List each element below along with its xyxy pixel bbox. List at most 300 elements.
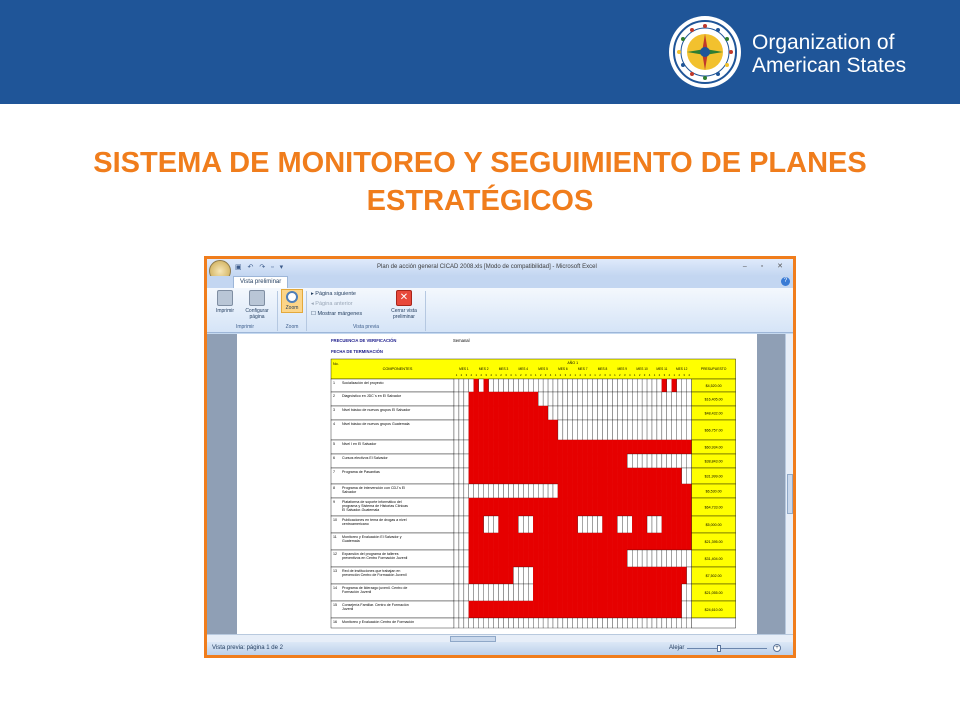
gantt-cell-empty xyxy=(657,550,662,567)
gantt-cell-empty xyxy=(657,516,662,533)
gantt-cell-empty xyxy=(454,601,459,618)
gantt-cell-empty xyxy=(687,468,692,484)
gantt-cell-filled xyxy=(548,468,553,484)
gantt-cell-filled xyxy=(479,550,484,567)
gantt-cell-empty xyxy=(642,406,647,420)
gantt-cell-filled xyxy=(494,406,499,420)
gantt-cell-filled xyxy=(632,468,637,484)
gantt-cell-filled xyxy=(647,584,652,601)
gantt-cell-empty xyxy=(479,584,484,601)
gantt-cell-empty xyxy=(464,516,469,533)
gantt-cell-empty xyxy=(568,420,573,440)
gantt-cell-empty xyxy=(513,618,518,628)
gantt-cell-filled xyxy=(573,584,578,601)
gantt-cell-empty xyxy=(454,484,459,498)
gantt-cell-filled xyxy=(533,601,538,618)
gantt-cell-empty xyxy=(687,618,692,628)
gantt-cell-empty xyxy=(523,584,528,601)
gantt-cell-filled xyxy=(672,498,677,516)
gantt-cell-filled xyxy=(538,567,543,584)
print-button[interactable] xyxy=(212,290,238,314)
gantt-cell-empty xyxy=(667,392,672,406)
gantt-cell-empty xyxy=(464,420,469,440)
gantt-cell-filled xyxy=(622,454,627,468)
gantt-cell-empty xyxy=(593,420,598,440)
header-week: 1 xyxy=(653,373,656,377)
zoom-out-label[interactable]: Alejar xyxy=(669,645,685,651)
gantt-cell-filled xyxy=(642,440,647,454)
prev-page-button[interactable]: ◂ Página anterior xyxy=(311,301,353,307)
gantt-cell-filled xyxy=(622,601,627,618)
budget-value: $38,843.00 xyxy=(704,459,723,464)
gantt-cell-filled xyxy=(617,440,622,454)
gantt-cell-filled xyxy=(637,533,642,550)
gantt-cell-empty xyxy=(677,392,682,406)
gantt-cell-filled xyxy=(672,584,677,601)
component-name: Monitoreo y Evaluación Centro de Formación xyxy=(342,620,415,624)
gantt-cell-filled xyxy=(538,550,543,567)
gantt-cell-filled xyxy=(543,498,548,516)
gantt-cell-filled xyxy=(672,484,677,498)
gantt-cell-filled xyxy=(528,468,533,484)
zoom-button[interactable] xyxy=(281,289,303,313)
gantt-cell-empty xyxy=(568,406,573,420)
header-week: 2 xyxy=(559,373,562,377)
gantt-cell-filled xyxy=(499,533,504,550)
budget-value: $48,432.00 xyxy=(704,411,723,416)
gantt-cell-empty xyxy=(553,484,558,498)
status-bar xyxy=(207,642,793,655)
gantt-cell-filled xyxy=(627,440,632,454)
gantt-cell-filled xyxy=(543,468,548,484)
gantt-cell-filled xyxy=(538,420,543,440)
gantt-cell-empty xyxy=(583,406,588,420)
freq-value: Semanal xyxy=(453,338,470,343)
seal-icon xyxy=(672,19,738,85)
gantt-cell-filled xyxy=(647,468,652,484)
zoom-slider-knob[interactable] xyxy=(717,645,721,652)
header-week: 3 xyxy=(604,373,606,377)
gantt-cell-empty xyxy=(464,454,469,468)
gantt-cell-filled xyxy=(474,379,479,392)
gantt-cell-filled xyxy=(607,601,612,618)
gantt-cell-filled xyxy=(548,454,553,468)
gantt-cell-filled xyxy=(484,454,489,468)
header-week: 3 xyxy=(485,373,487,377)
gantt-cell-empty xyxy=(464,567,469,584)
gantt-cell-filled xyxy=(518,533,523,550)
gantt-cell-empty xyxy=(459,618,464,628)
component-name: Juvenil xyxy=(342,607,354,611)
gantt-cell-filled xyxy=(508,550,513,567)
gantt-cell-empty xyxy=(647,379,652,392)
gantt-cell-empty xyxy=(603,379,608,392)
gantt-cell-filled xyxy=(603,533,608,550)
gantt-cell-filled xyxy=(494,601,499,618)
vertical-scroll-thumb[interactable] xyxy=(787,474,793,514)
gantt-cell-empty xyxy=(454,567,459,584)
gantt-cell-filled xyxy=(687,440,692,454)
gantt-cell-filled xyxy=(657,533,662,550)
gantt-cell-empty xyxy=(558,392,563,406)
gantt-cell-filled xyxy=(533,420,538,440)
gantt-cell-filled xyxy=(598,498,603,516)
gantt-cell-filled xyxy=(622,468,627,484)
gantt-cell-empty xyxy=(469,379,474,392)
gantt-cell-filled xyxy=(563,498,568,516)
gantt-cell-filled xyxy=(508,440,513,454)
gantt-cell-filled xyxy=(548,420,553,440)
gantt-cell-filled xyxy=(533,533,538,550)
gantt-cell-filled xyxy=(607,440,612,454)
gantt-cell-filled xyxy=(583,440,588,454)
gantt-cell-filled xyxy=(553,468,558,484)
header-week: 4 xyxy=(470,373,473,377)
gantt-cell-filled xyxy=(662,533,667,550)
header-week: 3 xyxy=(524,373,527,377)
horizontal-scrollbar[interactable] xyxy=(207,634,793,642)
gantt-cell-empty xyxy=(647,454,652,468)
help-icon[interactable]: ? xyxy=(781,277,790,286)
gantt-cell-filled xyxy=(533,498,538,516)
gantt-cell-empty xyxy=(662,406,667,420)
gantt-cell-empty xyxy=(603,420,608,440)
gantt-cell-empty xyxy=(637,379,642,392)
gantt-cell-filled xyxy=(642,484,647,498)
gantt-cell-filled xyxy=(499,468,504,484)
gantt-cell-filled xyxy=(484,550,489,567)
group-zoom-label: Zoom xyxy=(285,324,299,330)
gantt-cell-filled xyxy=(479,567,484,584)
component-name: Expansión del programa de talleres xyxy=(342,552,399,556)
gantt-cell-filled xyxy=(632,567,637,584)
gantt-cell-empty xyxy=(479,379,484,392)
header-week: 2 xyxy=(579,373,582,377)
gantt-cell-empty xyxy=(588,618,593,628)
gantt-cell-empty xyxy=(484,516,489,533)
gantt-cell-empty xyxy=(578,516,583,533)
gantt-cell-empty xyxy=(657,420,662,440)
zoom-in-button[interactable]: + xyxy=(773,644,781,652)
gantt-cell-filled xyxy=(593,533,598,550)
gantt-cell-filled xyxy=(499,406,504,420)
gantt-cell-empty xyxy=(494,584,499,601)
gantt-cell-empty xyxy=(548,484,553,498)
gantt-cell-empty xyxy=(454,420,459,440)
gantt-cell-filled xyxy=(568,454,573,468)
gantt-cell-empty xyxy=(494,379,499,392)
zoom-label: Zoom xyxy=(285,305,299,311)
header-banner xyxy=(0,0,960,104)
gantt-cell-empty xyxy=(682,618,687,628)
gantt-cell-filled xyxy=(672,468,677,484)
gantt-cell-filled xyxy=(533,392,538,406)
gantt-cell-filled xyxy=(528,498,533,516)
header-week: 1 xyxy=(673,373,676,377)
gantt-cell-empty xyxy=(469,618,474,628)
gantt-cell-empty xyxy=(553,406,558,420)
gantt-cell-filled xyxy=(612,468,617,484)
gantt-cell-filled xyxy=(672,440,677,454)
gantt-cell-empty xyxy=(494,618,499,628)
header-week: 1 xyxy=(614,373,616,377)
gantt-cell-empty xyxy=(637,420,642,440)
gantt-cell-empty xyxy=(598,392,603,406)
gantt-cell-filled xyxy=(642,584,647,601)
gantt-cell-filled xyxy=(513,406,518,420)
gantt-cell-filled xyxy=(662,601,667,618)
gantt-cell-empty xyxy=(637,392,642,406)
gantt-cell-empty xyxy=(518,484,523,498)
gantt-cell-filled xyxy=(588,584,593,601)
gantt-cell-filled xyxy=(548,550,553,567)
gantt-cell-empty xyxy=(459,454,464,468)
gantt-cell-empty xyxy=(558,379,563,392)
gantt-cell-empty xyxy=(454,516,459,533)
page-setup-icon xyxy=(249,290,265,306)
zoom-slider[interactable] xyxy=(687,648,767,649)
header-week: 4 xyxy=(529,373,532,377)
header-month: MES 11 xyxy=(656,367,668,371)
gantt-cell-empty xyxy=(622,379,627,392)
gantt-cell-filled xyxy=(598,567,603,584)
header-week: 3 xyxy=(564,373,567,377)
gantt-cell-filled xyxy=(543,601,548,618)
gantt-cell-empty xyxy=(454,498,459,516)
gantt-cell-filled xyxy=(622,584,627,601)
gantt-cell-filled xyxy=(513,440,518,454)
gantt-cell-filled xyxy=(558,601,563,618)
gantt-cell-filled xyxy=(494,454,499,468)
header-week: 4 xyxy=(490,373,492,377)
gantt-cell-empty xyxy=(558,420,563,440)
gantt-cell-filled xyxy=(528,550,533,567)
header-week: 3 xyxy=(584,373,586,377)
header-week: 4 xyxy=(609,373,611,377)
close-preview-icon: ✕ xyxy=(396,290,412,306)
close-label-1: Cerrar vista xyxy=(391,308,417,314)
gantt-cell-empty xyxy=(464,550,469,567)
component-name: Nivel básico de nuevos grupos El Salvador xyxy=(342,408,411,412)
header-month: MES 4 xyxy=(518,367,529,371)
budget-value: $7,502.00 xyxy=(705,574,722,578)
header-week: 4 xyxy=(569,373,572,377)
gantt-cell-filled xyxy=(607,468,612,484)
gantt-cell-filled xyxy=(682,516,687,533)
row-number: 6 xyxy=(333,456,335,460)
gantt-cell-empty xyxy=(494,484,499,498)
gantt-cell-filled xyxy=(682,533,687,550)
gantt-cell-filled xyxy=(598,601,603,618)
ribbon-tab-row xyxy=(207,276,793,288)
gantt-cell-filled xyxy=(617,601,622,618)
gantt-cell-empty xyxy=(677,420,682,440)
gantt-cell-filled xyxy=(573,516,578,533)
gantt-cell-filled xyxy=(603,484,608,498)
gantt-cell-filled xyxy=(647,567,652,584)
gantt-cell-empty xyxy=(652,420,657,440)
gantt-cell-filled xyxy=(504,516,509,533)
gantt-cell-filled xyxy=(657,584,662,601)
gantt-cell-filled xyxy=(568,550,573,567)
gantt-cell-filled xyxy=(479,533,484,550)
gantt-cell-filled xyxy=(513,392,518,406)
gantt-cell-filled xyxy=(489,550,494,567)
gantt-cell-empty xyxy=(598,516,603,533)
gantt-cell-filled xyxy=(538,601,543,618)
gantt-cell-filled xyxy=(578,601,583,618)
window-title: Plan de acción general CICAD 2008.xls [Modo de compatibilidad] - Microsoft Excel xyxy=(377,264,597,270)
gantt-cell-empty xyxy=(598,618,603,628)
gantt-cell-empty xyxy=(518,516,523,533)
gantt-cell-filled xyxy=(489,498,494,516)
gantt-cell-filled xyxy=(607,484,612,498)
gantt-cell-filled xyxy=(553,440,558,454)
gantt-cell-empty xyxy=(622,516,627,533)
gantt-cell-filled xyxy=(677,533,682,550)
gantt-cell-empty xyxy=(617,406,622,420)
gantt-cell-empty xyxy=(657,379,662,392)
ribbon-separator xyxy=(277,291,278,331)
gantt-cell-empty xyxy=(607,392,612,406)
gantt-cell-filled xyxy=(578,440,583,454)
gantt-cell-filled xyxy=(662,516,667,533)
gantt-cell-empty xyxy=(667,420,672,440)
gantt-cell-empty xyxy=(667,550,672,567)
row-number: 8 xyxy=(333,486,335,490)
window-controls[interactable]: – ▫ ✕ xyxy=(742,263,789,270)
gantt-cell-empty xyxy=(627,420,632,440)
gantt-cell-filled xyxy=(607,498,612,516)
gantt-cell-filled xyxy=(543,567,548,584)
gantt-cell-filled xyxy=(603,550,608,567)
gantt-cell-empty xyxy=(617,392,622,406)
gantt-cell-filled xyxy=(543,584,548,601)
gantt-cell-filled xyxy=(687,484,692,498)
gantt-cell-filled xyxy=(528,533,533,550)
gantt-cell-filled xyxy=(612,498,617,516)
component-name: preventivos en Centro Formación Juvenil xyxy=(342,556,408,560)
slide-title-line1: SISTEMA DE MONITOREO Y SEGUIMIENTO DE PLANES xyxy=(93,147,867,179)
gantt-cell-filled xyxy=(612,567,617,584)
gantt-cell-filled xyxy=(657,567,662,584)
gantt-cell-filled xyxy=(632,516,637,533)
header-week: 2 xyxy=(619,373,621,377)
quick-access-toolbar[interactable]: ▣ ↶ ↷ ▫ ▾ xyxy=(235,264,286,271)
vertical-scrollbar[interactable] xyxy=(785,334,793,634)
gantt-cell-empty xyxy=(657,618,662,628)
header-week: 3 xyxy=(683,373,685,377)
gantt-cell-empty xyxy=(672,454,677,468)
gantt-cell-filled xyxy=(538,498,543,516)
gantt-cell-filled xyxy=(504,498,509,516)
gantt-cell-empty xyxy=(593,406,598,420)
gantt-cell-empty xyxy=(474,484,479,498)
gantt-cell-empty xyxy=(588,392,593,406)
gantt-cell-filled xyxy=(598,468,603,484)
gantt-cell-filled xyxy=(479,498,484,516)
header-week: 4 xyxy=(589,373,591,377)
gantt-cell-filled xyxy=(563,516,568,533)
gantt-cell-filled xyxy=(568,484,573,498)
header-week: 2 xyxy=(539,373,542,377)
row-number: 3 xyxy=(333,408,335,412)
next-page-button[interactable]: ▸ Página siguiente xyxy=(311,291,356,297)
header-month: MES 1 xyxy=(459,367,469,371)
budget-value: $24,610.00 xyxy=(704,608,723,612)
gantt-cell-empty xyxy=(568,392,573,406)
gantt-cell-empty xyxy=(464,618,469,628)
gantt-cell-empty xyxy=(672,618,677,628)
gantt-cell-empty xyxy=(593,392,598,406)
gantt-cell-empty xyxy=(652,406,657,420)
end-date-label: FECHA DE TERMINACIÓN xyxy=(331,349,383,354)
show-margins-checkbox[interactable]: ☐ Mostrar márgenes xyxy=(311,311,363,317)
gantt-cell-filled xyxy=(474,516,479,533)
gantt-cell-empty xyxy=(484,484,489,498)
gantt-cell-filled xyxy=(593,550,598,567)
gantt-cell-filled xyxy=(479,392,484,406)
gantt-cell-empty xyxy=(677,379,682,392)
gantt-cell-empty xyxy=(459,468,464,484)
gantt-cell-filled xyxy=(687,516,692,533)
gantt-cell-filled xyxy=(489,440,494,454)
gantt-cell-empty xyxy=(583,420,588,440)
gantt-cell-filled xyxy=(578,454,583,468)
gantt-cell-empty xyxy=(647,618,652,628)
slide-title-line2: ESTRATÉGICOS xyxy=(366,185,594,217)
gantt-cell-filled xyxy=(578,550,583,567)
gantt-cell-filled xyxy=(603,584,608,601)
gantt-cell-filled xyxy=(469,550,474,567)
gantt-cell-filled xyxy=(504,406,509,420)
gantt-cell-empty xyxy=(489,484,494,498)
gantt-cell-empty xyxy=(657,454,662,468)
page-setup-button[interactable] xyxy=(239,290,275,320)
gantt-cell-filled xyxy=(647,484,652,498)
gantt-cell-filled xyxy=(627,584,632,601)
gantt-cell-filled xyxy=(548,516,553,533)
gantt-cell-filled xyxy=(642,468,647,484)
gantt-cell-filled xyxy=(518,498,523,516)
gantt-cell-filled xyxy=(573,454,578,468)
close-preview-button[interactable] xyxy=(385,290,423,320)
gantt-cell-empty xyxy=(622,420,627,440)
gantt-cell-filled xyxy=(533,516,538,533)
gantt-cell-filled xyxy=(662,440,667,454)
gantt-cell-empty xyxy=(637,454,642,468)
gantt-cell-empty xyxy=(548,618,553,628)
gantt-cell-filled xyxy=(617,584,622,601)
gantt-cell-empty xyxy=(642,550,647,567)
gantt-cell-empty xyxy=(528,516,533,533)
gantt-cell-filled xyxy=(637,584,642,601)
gantt-cell-empty xyxy=(588,379,593,392)
gantt-cell-filled xyxy=(593,601,598,618)
gantt-cell-filled xyxy=(598,550,603,567)
tab-print-preview[interactable]: Vista preliminar xyxy=(233,276,288,288)
gantt-cell-filled xyxy=(533,454,538,468)
gantt-cell-filled xyxy=(489,454,494,468)
gantt-cell-filled xyxy=(612,601,617,618)
budget-value: $6,530.00 xyxy=(705,489,722,494)
gantt-cell-filled xyxy=(667,601,672,618)
header-month: MES 7 xyxy=(577,367,588,371)
gantt-cell-filled xyxy=(523,440,528,454)
org-name-line2: American States xyxy=(752,54,907,77)
gantt-cell-empty xyxy=(454,392,459,406)
gantt-cell-empty xyxy=(454,533,459,550)
